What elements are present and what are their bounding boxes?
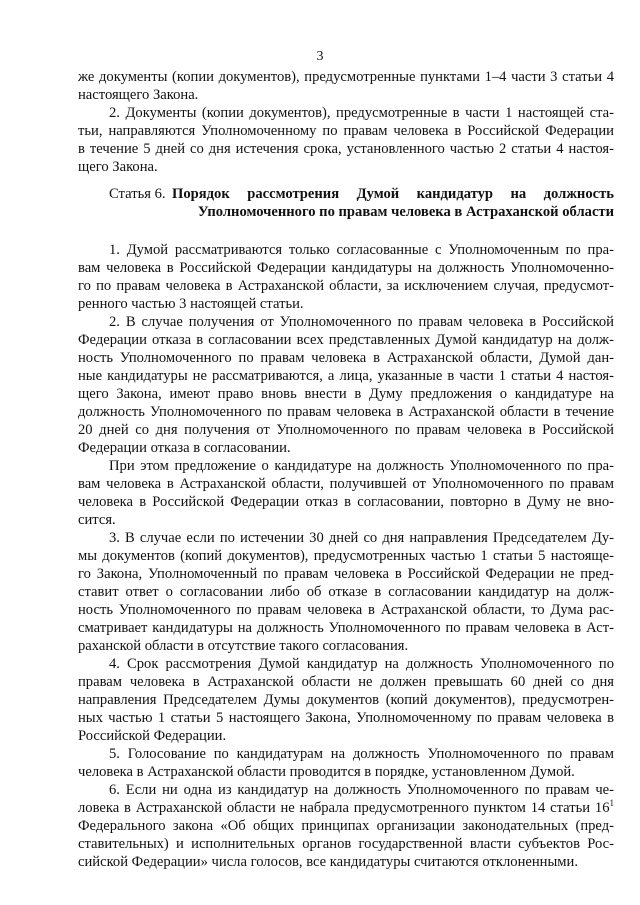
paragraph-line: ность Уполномоченного по правам человека в Астраханской области, то Дума рас- bbox=[78, 602, 614, 618]
intro-line: в течение 5 дней со дня истечения срока, установленного частью 2 статьи 4 настоя- bbox=[78, 141, 614, 157]
paragraph-line: 5. Голосование по кандидатурам на должность Уполномоченного по правам bbox=[109, 746, 614, 762]
article-title-line: Порядок рассмотрения Думой кандидатур на должность bbox=[172, 186, 614, 202]
paragraph-line: Федерации отказа в согласовании всех представленных Думой кандидатур на долж- bbox=[78, 332, 614, 348]
paragraph-line: 2. В случае получения от Уполномоченного по правам человека в Российской bbox=[109, 314, 614, 330]
footnote-superscript: 1 bbox=[609, 798, 614, 808]
paragraph-line: мы документов (копий документов), предусмотренных частью 1 статьи 5 настояще- bbox=[78, 548, 614, 564]
paragraph-line: должность Уполномоченного по правам человека в Астраханской области в течение bbox=[78, 404, 614, 420]
paragraph-line: 20 дней со дня получения от Уполномоченного по правам человека в Российской bbox=[78, 422, 614, 438]
paragraph-line: ставительных) и исполнительных органов государственной власти субъектов Рос- bbox=[78, 836, 614, 852]
paragraph-line: правам человека в Астраханской области не должен превышать 60 дней со дня bbox=[78, 674, 614, 690]
paragraph-line: 4. Срок рассмотрения Думой кандидатур на должность Уполномоченного по bbox=[109, 656, 614, 672]
paragraph-line: щего Закона, имеют право вновь внести в Думу предложения о кандидатуре на bbox=[78, 386, 614, 402]
paragraph-line: 3. В случае если по истечении 30 дней со дня направления Председателем Ду- bbox=[109, 530, 614, 546]
article-title-line: Уполномоченного по правам человека в Астраханской области bbox=[197, 204, 614, 220]
paragraph-line: направления Председателем Думы документов (копий документов), предусмотрен- bbox=[78, 692, 614, 708]
paragraph-line: Федерального закона «Об общих принципах организации законодательных (пред- bbox=[78, 818, 614, 834]
paragraph-line bbox=[78, 799, 614, 817]
paragraph-line: го Закона, Уполномоченный по правам человека в Российской Федерации не пред- bbox=[78, 566, 614, 582]
intro-line: настоящего Закона. bbox=[78, 87, 199, 103]
intro-line: щего Закона. bbox=[78, 159, 158, 175]
paragraph-line: ных частью 1 статьи 5 настоящего Закона, Уполномоченному по правам человека в bbox=[78, 710, 614, 726]
page-number: 3 bbox=[316, 49, 324, 64]
paragraph-line: ренного частью 3 настоящей статьи. bbox=[78, 296, 304, 312]
paragraph-line: Федерации отказа в согласовании. bbox=[78, 440, 291, 456]
paragraph-line: вам человека в Российской Федерации кандидатуры на должность Уполномоченно- bbox=[78, 260, 614, 276]
paragraph-line: раханской области в отсутствие такого согласования. bbox=[78, 638, 409, 654]
paragraph-line: сится. bbox=[78, 512, 116, 528]
paragraph-line: ность Уполномоченного по правам человека в Астраханской области, Думой дан- bbox=[78, 350, 614, 366]
paragraph-line: сийской Федерации» числа голосов, все кандидатуры считаются отклоненными. bbox=[78, 854, 578, 870]
article-label: Статья 6. bbox=[109, 186, 166, 202]
intro-line: тьи, направляются Уполномоченному по правам человека в Российской Федерации bbox=[78, 123, 614, 139]
intro-line: же документы (копии документов), предусмотренные пунктами 1–4 части 3 статьи 4 bbox=[78, 69, 614, 85]
paragraph-line: го по правам человека в Астраханской области, за исключением случая, предусмот- bbox=[78, 278, 614, 294]
intro-line: 2. Документы (копии документов), предусмотренные в части 1 настоящей ста- bbox=[109, 105, 614, 121]
paragraph-line: ставит ответ о согласовании либо об отказе в согласовании кандидатур на долж- bbox=[78, 584, 614, 600]
paragraph-line: вам человека в Астраханской области, получившей от Уполномоченного по правам bbox=[78, 476, 614, 492]
paragraph-text: ловека в Астраханской области не набрала предусмотренного пунктом 14 статьи 16 bbox=[78, 800, 610, 816]
paragraph-line: сматривает кандидатуры на должность Уполномоченного по правам человека в Аст- bbox=[78, 620, 614, 636]
paragraph-line: Российской Федерации. bbox=[78, 728, 227, 744]
paragraph-line: 6. Если ни одна из кандидатур на должность Уполномоченного по правам че- bbox=[109, 782, 614, 798]
paragraph-line: При этом предложение о кандидатуре на должность Уполномоченного по пра- bbox=[109, 458, 614, 474]
paragraph-line: 1. Думой рассматриваются только согласованные с Уполномоченным по пра- bbox=[109, 242, 614, 258]
paragraph-line: ные кандидатуры не рассматриваются, а лица, указанные в части 1 статьи 4 настоя- bbox=[78, 368, 614, 384]
paragraph-line: человека в Российской Федерации отказ в согласовании, повторно в Думу не вно- bbox=[78, 494, 614, 510]
paragraph-line: человека в Астраханской области проводится в порядке, установленном Думой. bbox=[78, 764, 575, 780]
